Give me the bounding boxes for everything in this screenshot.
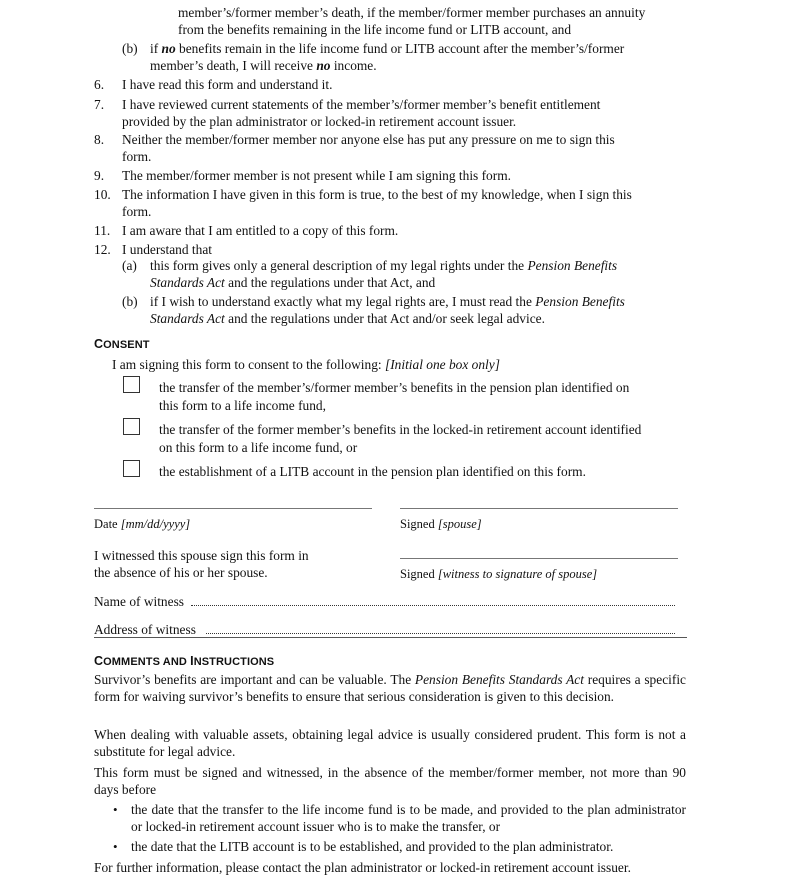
initial-checkbox[interactable] xyxy=(123,376,140,393)
item12-b-line2: Standards Act and the regulations under that Act and/or seek legal advice. xyxy=(150,311,545,326)
statement-number: 7. xyxy=(94,97,105,112)
bullet-icon: • xyxy=(113,839,118,854)
comments-paragraph-3: This form must be signed and witnessed, in the absence of the member/former member, not more than 90 days before xyxy=(94,765,686,797)
date-label: Date [mm/dd/yyyy] xyxy=(94,517,191,531)
statement-text-line2: form. xyxy=(122,204,152,219)
statement-text: I understand that xyxy=(122,242,212,257)
statement-number: 8. xyxy=(94,132,105,147)
statement-text-line1: I have reviewed current statements of the member’s/former member’s benefit entitlement xyxy=(122,97,601,112)
comments-paragraph-1: Survivor’s benefits are important and can be valuable. The Pension Benefits Standards Act requires a specific form for waiving survivor’s benefits to ensure that serious consideration is given to this decision. xyxy=(94,672,686,704)
name-of-witness-field[interactable] xyxy=(191,605,675,606)
date-line[interactable] xyxy=(94,508,372,509)
bullet-item-2: the date that the LITB account is to be established, and provided to the plan administrator. xyxy=(131,839,614,854)
statement-text: I am aware that I am entitled to a copy of this form. xyxy=(122,223,399,238)
section-divider xyxy=(94,637,687,638)
signed-spouse-label: Signed [spouse] xyxy=(400,517,482,531)
consent-heading: CONSENT xyxy=(94,337,150,351)
address-of-witness-field[interactable] xyxy=(206,633,675,634)
consent-option-line1: the transfer of the member’s/former member’s benefits in the pension plan identified on xyxy=(159,380,630,395)
statement-text-line1: The information I have given in this form is true, to the best of my knowledge, when I sign this xyxy=(122,187,632,202)
witness-signature-line[interactable] xyxy=(400,558,678,559)
statement-number: 10. xyxy=(94,187,111,202)
witness-statement-line1: I witnessed this spouse sign this form in xyxy=(94,548,309,563)
statement-number: 11. xyxy=(94,223,111,238)
item12-b-label: (b) xyxy=(122,294,138,309)
item-b-line2: member’s death, I will receive no income. xyxy=(150,58,377,73)
initial-checkbox[interactable] xyxy=(123,418,140,435)
item12-a-line2: Standards Act and the regulations under that Act, and xyxy=(150,275,436,290)
consent-option-line1: the establishment of a LITB account in the pension plan identified on this form. xyxy=(159,464,586,479)
witness-statement-line2: the absence of his or her spouse. xyxy=(94,565,268,580)
comments-heading: COMMENTS AND INSTRUCTIONS xyxy=(94,654,275,668)
item12-a-line1: this form gives only a general description of my legal rights under the Pension Benefits xyxy=(150,258,618,273)
bullet-item-1: the date that the transfer to the life income fund is to be made, and provided to the plan administrator or locked-in retirement account issuer who is to make the transfer, or xyxy=(131,802,686,834)
address-of-witness-label: Address of witness xyxy=(94,622,196,637)
statement-number: 9. xyxy=(94,168,105,183)
comments-paragraph-4: For further information, please contact the plan administrator or locked-in retirement account issuer. xyxy=(94,860,631,875)
comments-paragraph-2: When dealing with valuable assets, obtaining legal advice is usually considered prudent. This form is not a substitute for legal advice. xyxy=(94,727,686,759)
item-a-continuation-line1: member’s/former member’s death, if the member/former member purchases an annuity xyxy=(178,5,646,20)
name-of-witness-label: Name of witness xyxy=(94,594,184,609)
statement-text: I have read this form and understand it. xyxy=(122,77,333,92)
item-b-line1: if no benefits remain in the life income fund or LITB account after the member’s/former xyxy=(150,41,625,56)
consent-option-line1: the transfer of the former member’s benefits in the locked-in retirement account identified xyxy=(159,422,642,437)
signed-witness-label: Signed [witness to signature of spouse] xyxy=(400,567,598,581)
statement-text-line1: Neither the member/former member nor anyone else has put any pressure on me to sign this xyxy=(122,132,615,147)
statement-text: The member/former member is not present while I am signing this form. xyxy=(122,168,511,183)
item-a-continuation-line2: from the benefits remaining in the life income fund or LITB account, and xyxy=(178,22,572,37)
statement-text-line2: form. xyxy=(122,149,152,164)
consent-option-line2: on this form to a life income fund, or xyxy=(159,440,358,455)
consent-intro: I am signing this form to consent to the following: [Initial one box only] xyxy=(112,357,500,372)
item12-b-line1: if I wish to understand exactly what my legal rights are, I must read the Pension Benefits xyxy=(150,294,625,309)
statement-number: 6. xyxy=(94,77,105,92)
statement-number: 12. xyxy=(94,242,111,257)
bullet-icon: • xyxy=(113,802,118,817)
item12-a-label: (a) xyxy=(122,258,137,273)
initial-checkbox[interactable] xyxy=(123,460,140,477)
statement-text-line2: provided by the plan administrator or locked-in retirement account issuer. xyxy=(122,114,517,129)
item-b-label: (b) xyxy=(122,41,138,56)
spouse-signature-line[interactable] xyxy=(400,508,678,509)
consent-option-line2: this form to a life income fund, xyxy=(159,398,326,413)
